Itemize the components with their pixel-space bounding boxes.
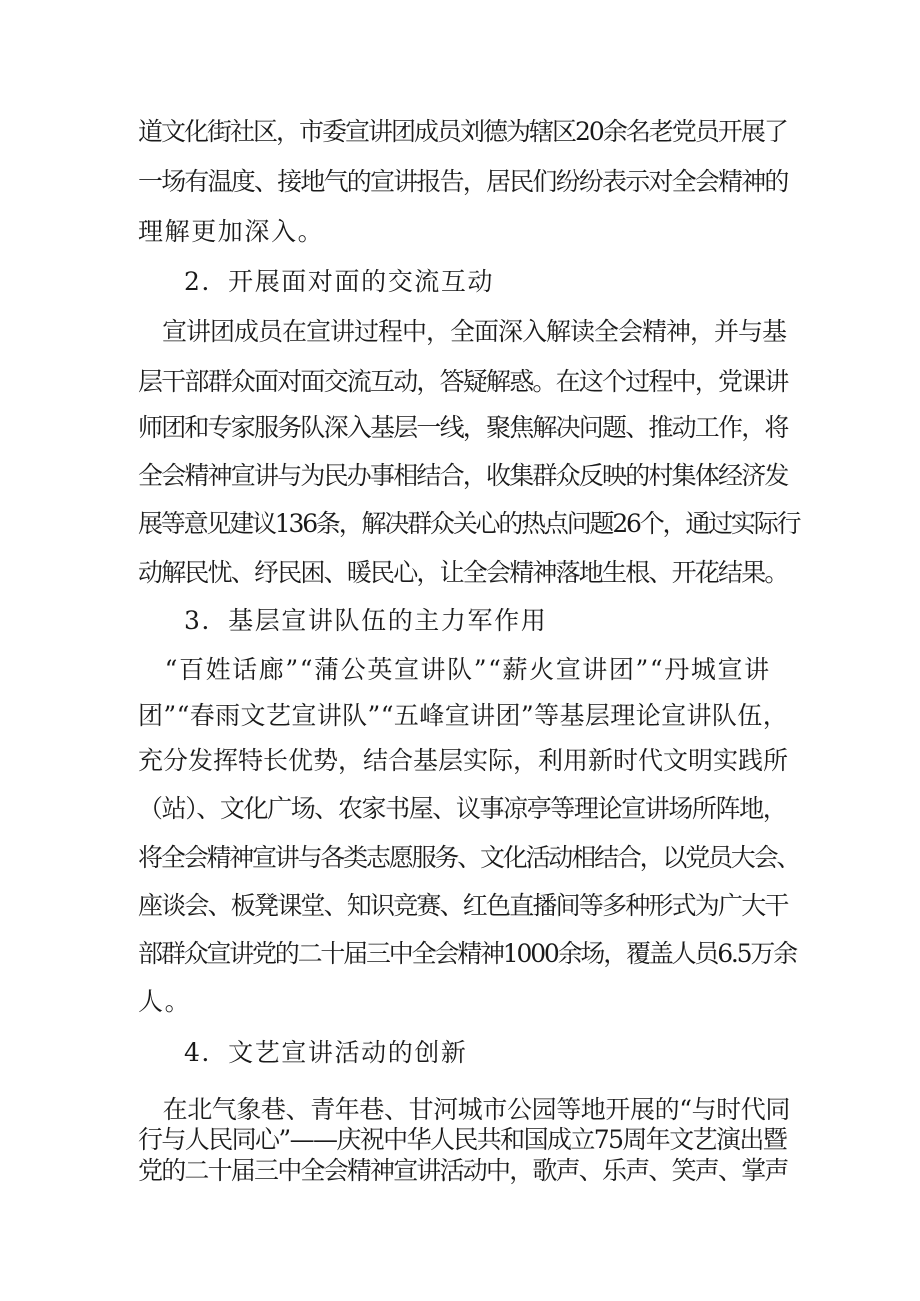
section-3-line-3: 充分发挥特长优势，结合基层实际，利用新时代文明实践所 (138, 746, 789, 775)
section-2-line-3: 师团和专家服务队深入基层一线，聚焦解决问题、推动工作，将 (138, 413, 788, 442)
section-3-line-4: （站）、文化广场、农家书屋、议事凉亭等理论宣讲场所阵地， (138, 794, 787, 823)
section-2-line-5: 展等意见建议136条，解决群众关心的热点问题26个，通过实际行 (138, 509, 800, 538)
section-3-heading: 3．基层宣讲队伍的主力军作用 (184, 606, 548, 635)
paragraph-intro-line-1: 道文化街社区，市委宣讲团成员刘德为辖区20余名老党员开展了 (138, 117, 787, 146)
section-4-line-2: 行与人民同心”——庆祝中华人民共和国成立75周年文艺演出暨 (138, 1125, 787, 1154)
section-4-line-3: 党的二十届三中全会精神宣讲活动中，歌声、乐声、笑声、掌声 (138, 1156, 788, 1185)
paragraph-intro-line-2: 一场有温度、接地气的宣讲报告，居民们纷纷表示对全会精神的 (138, 167, 788, 196)
section-4-line-1: 在北气象巷、青年巷、甘河城市公园等地开展的“与时代同 (138, 1095, 790, 1124)
section-3-line-7: 部群众宣讲党的二十届三中全会精神1000余场，覆盖人员6.5万余 (138, 939, 796, 968)
section-2-line-1: 宣讲团成员在宣讲过程中，全面深入解读全会精神，并与基 (138, 317, 787, 346)
section-3-line-6: 座谈会、板凳课堂、知识竞赛、红色直播间等多种形式为广大干 (138, 891, 788, 920)
section-3-line-2: 团”“春雨文艺宣讲队”“五峰宣讲团”等基层理论宣讲队伍， (138, 701, 789, 730)
section-3-line-8: 人。 (138, 987, 192, 1016)
section-3-line-5: 将全会精神宣讲与各类志愿服务、文化活动相结合，以党员大会、 (138, 843, 800, 872)
section-2-line-6: 动解民忧、纾民困、暖民心，让全会精神落地生根、开花结果。 (138, 558, 788, 587)
section-4-heading: 4．文艺宣讲活动的创新 (184, 1038, 468, 1067)
section-3-line-1: “百姓话廊”“蒲公英宣讲队”“薪火宣讲团”“丹城宣讲 (138, 655, 771, 684)
section-2-heading: 2．开展面对面的交流互动 (184, 267, 495, 296)
section-2-line-2: 层干部群众面对面交流互动，答疑解惑。在这个过程中，党课讲 (138, 367, 788, 396)
paragraph-intro-line-3: 理解更加深入。 (138, 217, 325, 246)
section-2-line-4: 全会精神宣讲与为民办事相结合，收集群众反映的村集体经济发 (138, 461, 788, 490)
